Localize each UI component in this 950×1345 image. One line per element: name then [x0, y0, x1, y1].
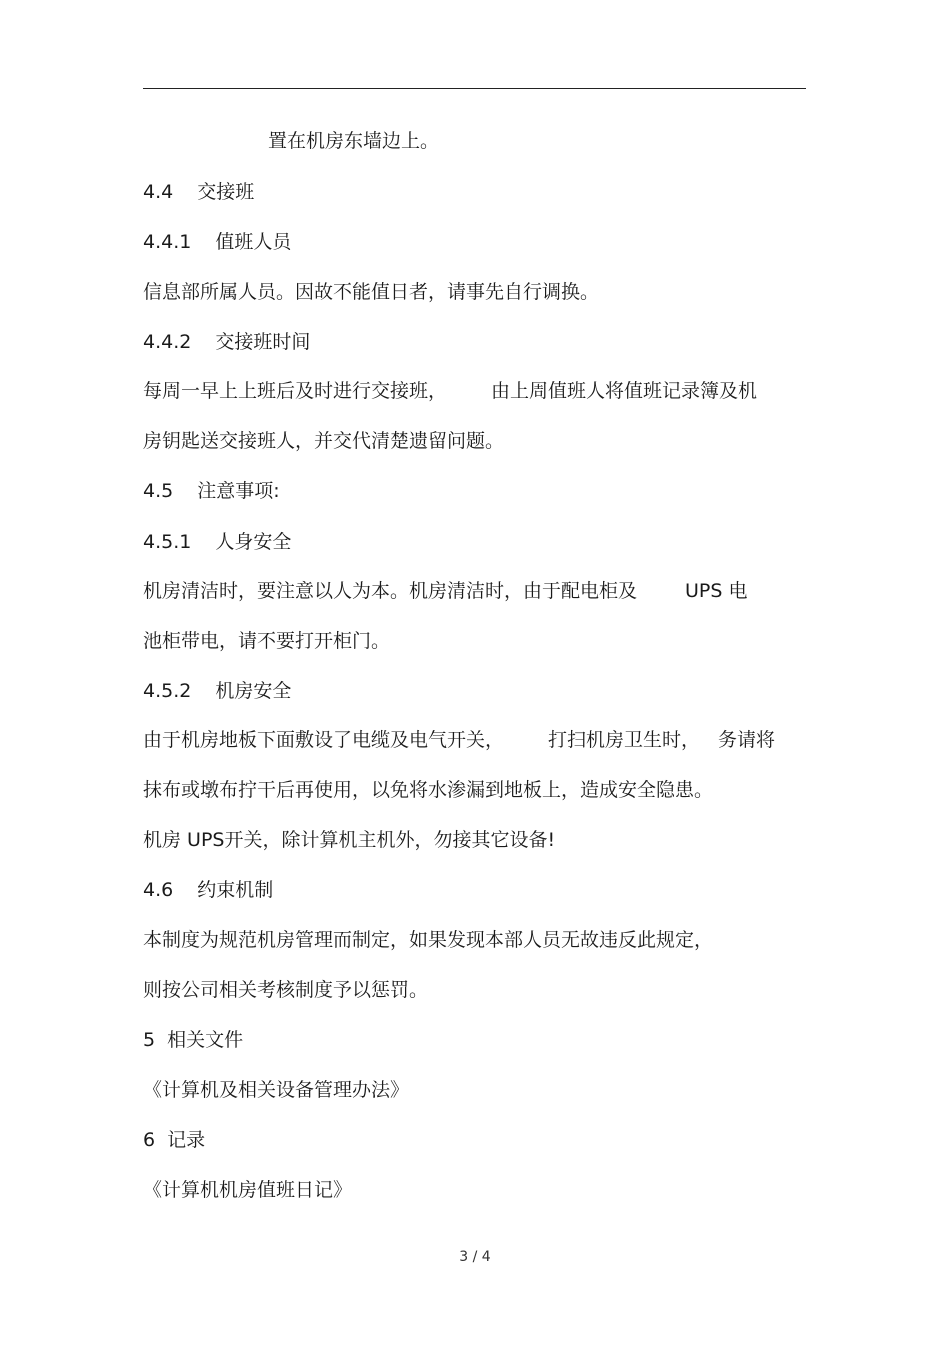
related-document-title: 《计算机及相关设备管理办法》: [143, 1079, 410, 1101]
record-document-title: 《计算机机房值班日记》: [143, 1179, 353, 1201]
section-title: 约束机制: [197, 879, 274, 901]
section-number: 4.5.1: [143, 531, 192, 553]
section-number: 4.4.2: [143, 331, 192, 353]
text-segment: UPS 电: [685, 580, 748, 602]
section-heading-4-4-1: [143, 227, 291, 257]
text-segment: 由于机房地板下面敷设了电缆及电气开关，: [143, 729, 505, 751]
continuation-text: 置在机房东墙边上。: [268, 130, 440, 152]
paragraph-constraint-line2: 则按公司相关考核制度予以惩罚。: [143, 979, 429, 1001]
section-heading-4-5: [143, 476, 280, 506]
text-segment: 每周一早上上班后及时进行交接班，: [143, 380, 448, 402]
paragraph-constraint-line1: 本制度为规范机房管理而制定，如果发现本部人员无故违反此规定，: [143, 929, 714, 951]
section-heading-5: [143, 1025, 243, 1055]
section-title: 相关文件: [167, 1029, 244, 1051]
text-segment: 机房清洁时，要注意以人为本。机房清洁时，由于配电柜及: [143, 580, 638, 602]
section-heading-4-5-2: [143, 676, 291, 706]
section-title: 交接班时间: [215, 331, 311, 353]
text-segment: 由上周值班人将值班记录簿及机: [491, 380, 758, 402]
section-title: 交接班: [197, 181, 255, 203]
section-number: 4.6: [143, 879, 174, 901]
page-number: 3 / 4: [459, 1249, 491, 1265]
paragraph-personal-safety-line2: 池柜带电，请不要打开柜门。: [143, 630, 391, 652]
section-title: 人身安全: [215, 531, 292, 553]
section-number: 5: [143, 1029, 156, 1051]
header-rule: [143, 88, 806, 89]
text-segment: 打扫机房卫生时，: [548, 729, 701, 751]
section-title: 记录: [167, 1129, 206, 1151]
section-heading-6: [143, 1125, 205, 1155]
paragraph-personal-safety-line1: [143, 576, 747, 606]
section-title: 值班人员: [215, 231, 292, 253]
section-heading-4-6: [143, 875, 273, 905]
paragraph-room-safety-line1: [143, 725, 775, 755]
paragraph-duty-staff: 信息部所属人员。因故不能值日者，请事先自行调换。: [143, 281, 600, 303]
paragraph-handover-time-line1: [143, 376, 757, 406]
section-number: 4.5.2: [143, 680, 192, 702]
section-heading-4-5-1: [143, 527, 291, 557]
paragraph-ups-warning: 机房 UPS开关，除计算机主机外，勿接其它设备!: [143, 829, 556, 851]
section-heading-4-4-2: [143, 327, 310, 357]
section-title: 机房安全: [215, 680, 292, 702]
paragraph-room-safety-line2: 抹布或墩布拧干后再使用，以免将水渗漏到地板上，造成安全隐患。: [143, 779, 714, 801]
section-number: 4.4: [143, 181, 174, 203]
section-number: 4.5: [143, 480, 174, 502]
section-number: 6: [143, 1129, 156, 1151]
section-title: 注意事项:: [197, 480, 280, 502]
section-number: 4.4.1: [143, 231, 192, 253]
text-segment: 务请将: [718, 729, 776, 751]
section-heading-4-4: [143, 177, 254, 207]
paragraph-handover-time-line2: 房钥匙送交接班人，并交代清楚遗留问题。: [143, 430, 505, 452]
